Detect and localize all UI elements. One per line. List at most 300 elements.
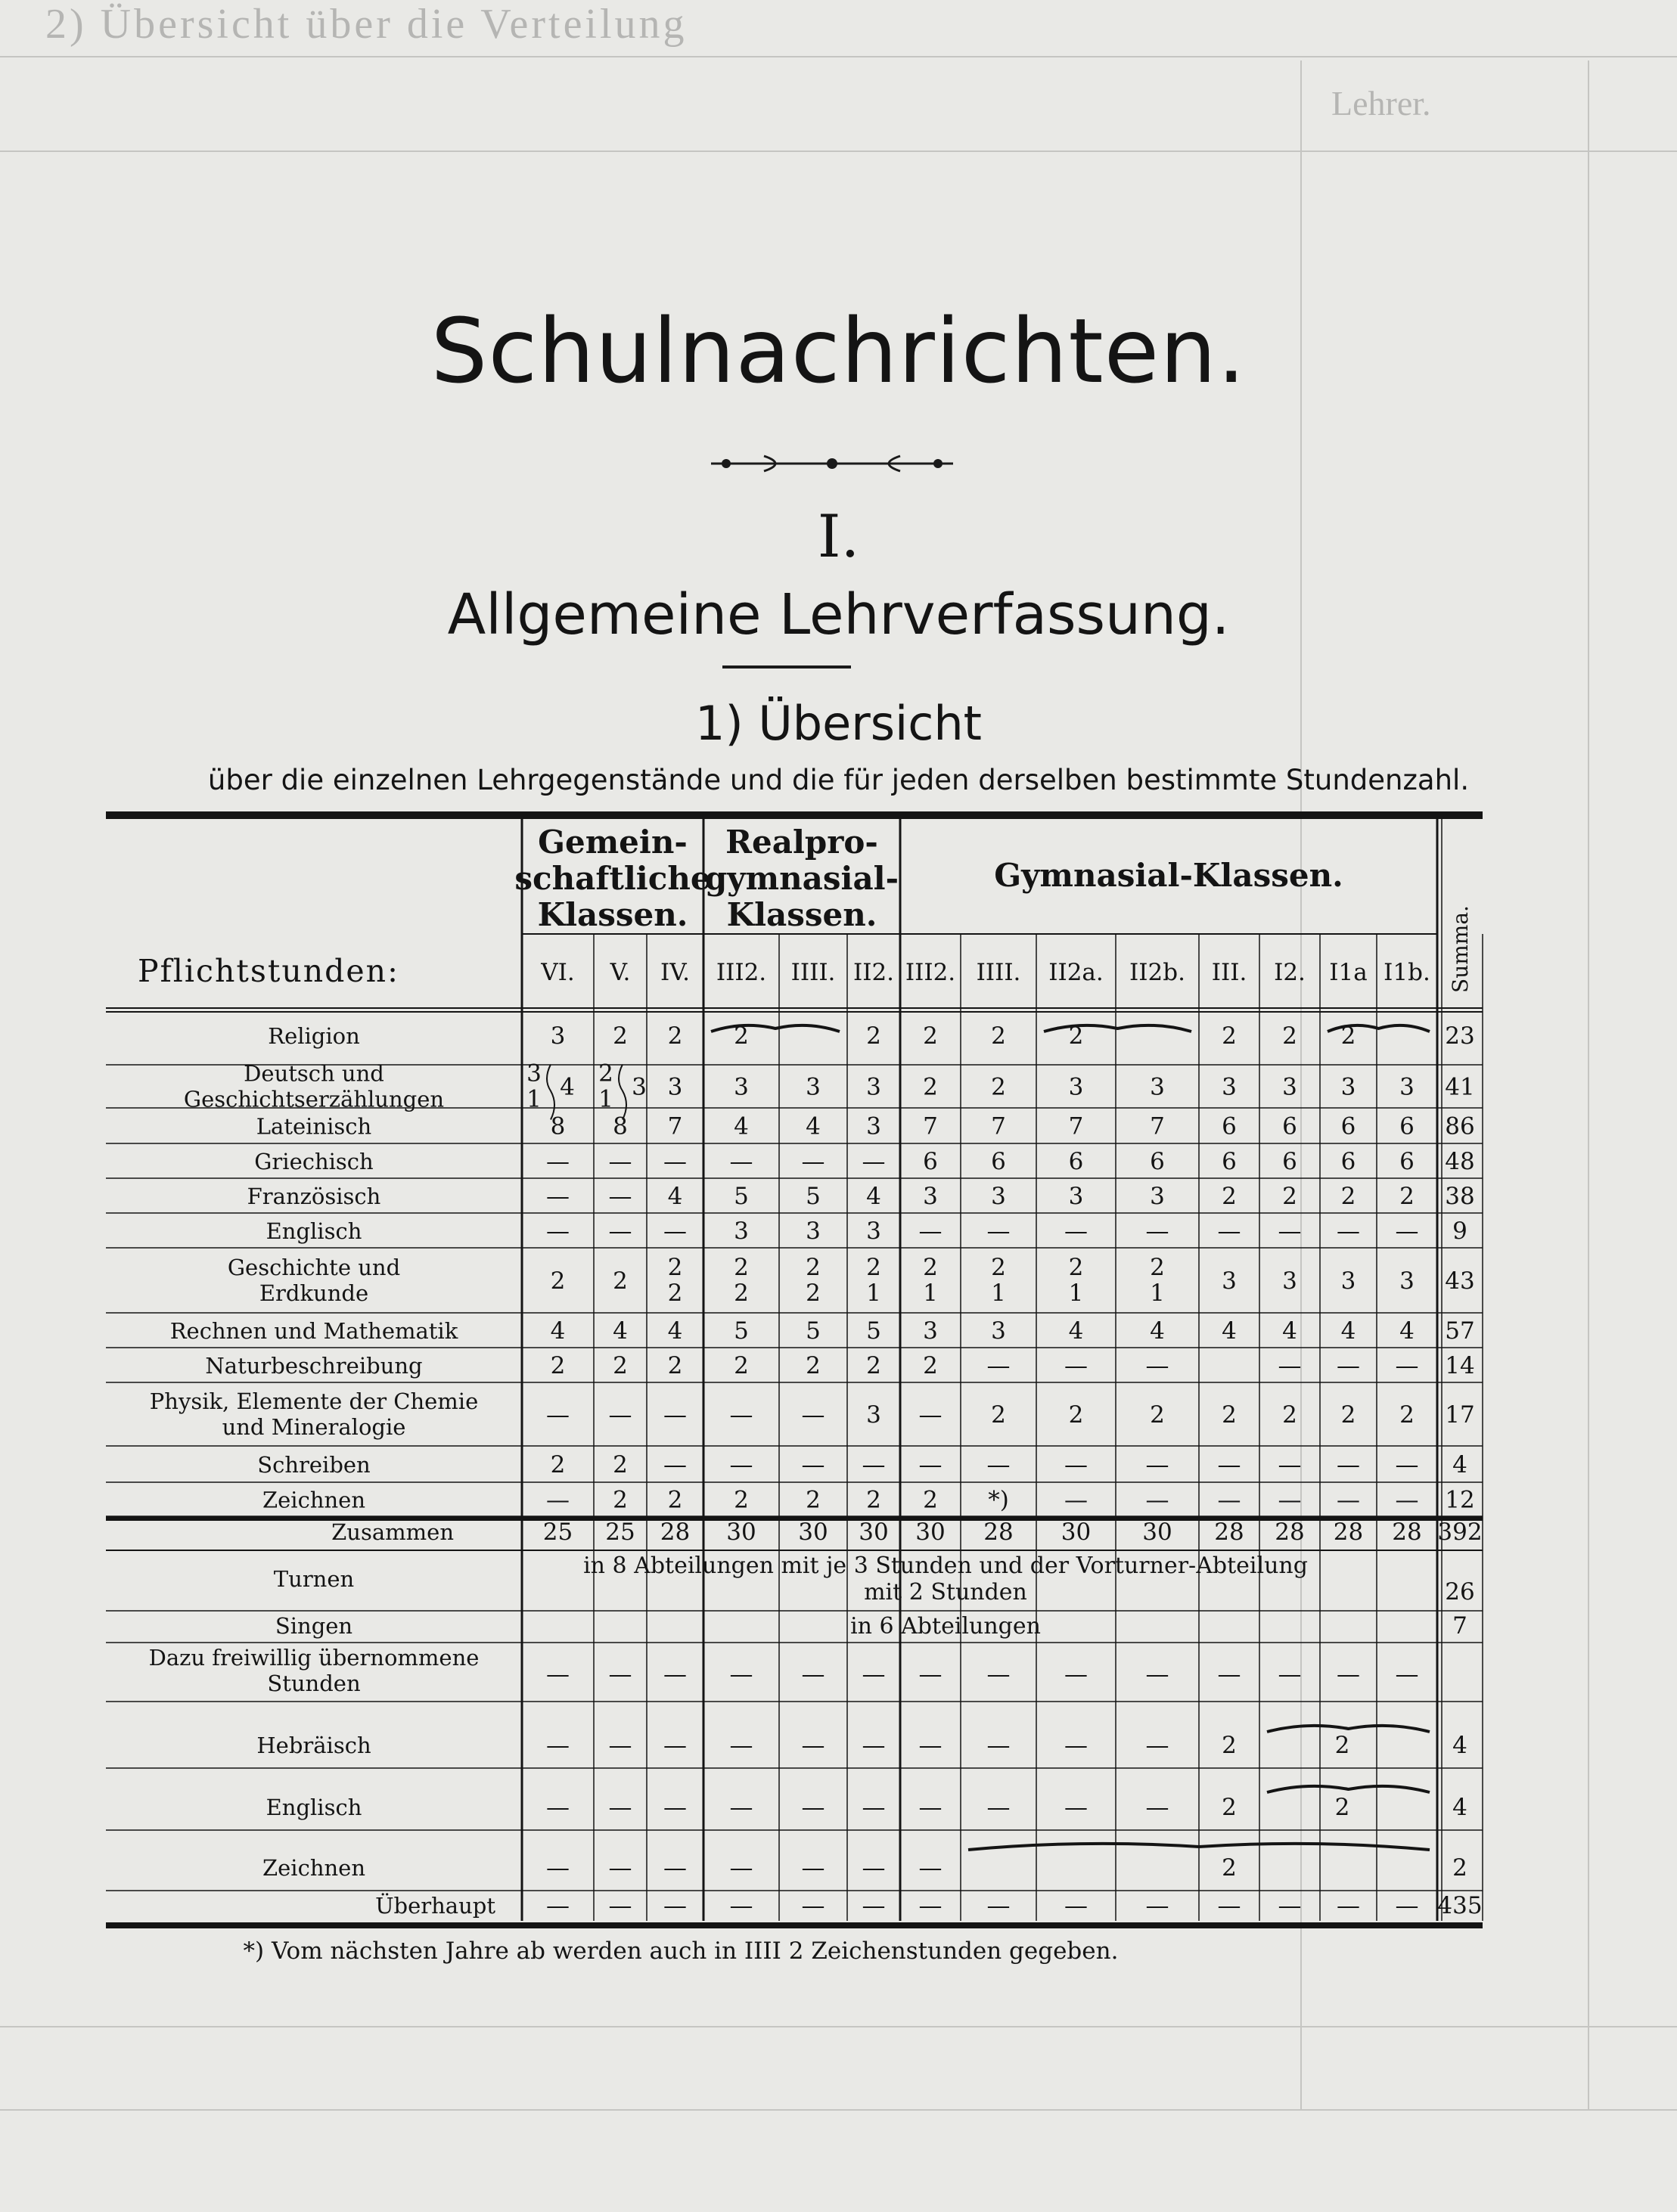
dash: — <box>918 1854 943 1882</box>
cell-value: 1 <box>598 1085 613 1113</box>
section-title: Allgemeine Lehrverfassung. <box>447 582 1230 647</box>
freiwillig-label: Dazu freiwillig übernommene <box>148 1645 480 1671</box>
column-header: II2a. <box>1048 959 1104 986</box>
total-value: 30 <box>1061 1519 1092 1546</box>
dash: — <box>546 1732 570 1759</box>
cell-value: 2 <box>866 1022 881 1050</box>
cell-value: — <box>862 1451 886 1478</box>
combined-brace <box>1267 1726 1430 1732</box>
dash: — <box>1064 1794 1088 1821</box>
dash: — <box>986 1732 1011 1759</box>
dash: — <box>546 1661 570 1688</box>
cell-value: 2 <box>1340 1183 1356 1210</box>
dash: — <box>1217 1661 1241 1688</box>
total-value: 28 <box>983 1519 1014 1546</box>
zeichnen-freiwillig-label: Zeichnen <box>262 1855 366 1881</box>
dash: — <box>608 1794 632 1821</box>
cell-value: 2 <box>1222 1022 1237 1050</box>
cell-value: — <box>986 1451 1011 1478</box>
cell-value: 3 <box>806 1073 821 1101</box>
dash: — <box>729 1854 753 1882</box>
subject-label: Erdkunde <box>259 1280 369 1306</box>
curly-brace <box>619 1065 626 1120</box>
cell-value: — <box>663 1451 687 1478</box>
cell-value: — <box>1145 1352 1169 1379</box>
dash: — <box>663 1661 687 1688</box>
cell-value: 2 <box>806 1254 821 1281</box>
cell-value: — <box>663 1218 687 1245</box>
cell-value: 3 <box>866 1218 881 1245</box>
turnen-text: mit 2 Stunden <box>864 1579 1027 1605</box>
cell-value: 6 <box>1399 1112 1415 1140</box>
cell-value: — <box>1395 1486 1419 1514</box>
cell-value: 2 <box>613 1267 628 1295</box>
cell-value: 3 <box>923 1317 938 1345</box>
cell-value: — <box>1145 1486 1169 1514</box>
dash: — <box>1278 1892 1302 1919</box>
cell-value: 2 <box>923 1352 938 1379</box>
dash: — <box>1395 1661 1419 1688</box>
cell-value: 2 <box>1222 1401 1237 1429</box>
dash: — <box>801 1854 825 1882</box>
cell-value: 3 <box>866 1073 881 1101</box>
cell-value: 6 <box>991 1148 1006 1175</box>
cell-value: 2 <box>1150 1401 1165 1429</box>
cell-value: — <box>546 1183 570 1210</box>
cell-value: 1 <box>991 1280 1006 1307</box>
column-header: IV. <box>660 959 691 986</box>
cell-value: 2 <box>598 1059 613 1087</box>
dash: — <box>862 1732 886 1759</box>
dash: — <box>1145 1794 1169 1821</box>
cell-value: 1 <box>923 1280 938 1307</box>
cell-value: 2 <box>550 1267 566 1295</box>
englisch-combined: 2 <box>1334 1794 1350 1821</box>
singen-label: Singen <box>275 1613 353 1639</box>
dash: — <box>1217 1892 1241 1919</box>
dash: — <box>801 1732 825 1759</box>
dash: — <box>546 1892 570 1919</box>
cell-value: 2 <box>667 1486 683 1514</box>
cell-value: 4 <box>667 1317 683 1345</box>
cell-value: 2 <box>613 1486 628 1514</box>
cell-value: — <box>1278 1352 1302 1379</box>
cell-value: 2 <box>1282 1183 1297 1210</box>
cell-value: 3 <box>866 1112 881 1140</box>
total-value: 30 <box>798 1519 828 1546</box>
page-title: Schulnachrichten. <box>430 299 1247 403</box>
cell-value: 3 <box>550 1022 566 1050</box>
cell-value: — <box>546 1218 570 1245</box>
subject-label: Schreiben <box>257 1452 371 1478</box>
dash: — <box>986 1892 1011 1919</box>
dash: — <box>862 1892 886 1919</box>
cell-value: 2 <box>550 1352 566 1379</box>
row-sum: 4 <box>1452 1451 1467 1478</box>
row-sum: 12 <box>1445 1486 1475 1514</box>
dash: — <box>608 1854 632 1882</box>
dash: — <box>663 1732 687 1759</box>
cell-value: 6 <box>1340 1148 1356 1175</box>
cell-value: 5 <box>866 1317 881 1345</box>
dash: — <box>729 1892 753 1919</box>
cell-value: 2 <box>734 1254 749 1281</box>
cell-value: — <box>1064 1451 1088 1478</box>
cell-value: 2 <box>667 1280 683 1307</box>
subject-label: Rechnen und Mathematik <box>169 1318 458 1344</box>
cell-value: 1 <box>1150 1280 1165 1307</box>
cell-value: 2 <box>1282 1022 1297 1050</box>
cell-value: 3 <box>1340 1073 1356 1101</box>
dash: — <box>1064 1732 1088 1759</box>
englisch-freiwillig-label: Englisch <box>266 1795 362 1820</box>
cell-value: — <box>729 1401 753 1429</box>
total-label: Zusammen <box>331 1519 454 1545</box>
cell-value: — <box>663 1401 687 1429</box>
cell-value: 6 <box>1068 1148 1084 1175</box>
group-header-realprogymnasial: gymnasial- <box>704 860 899 897</box>
cell-value: — <box>1064 1486 1088 1514</box>
cell-value: 4 <box>1340 1317 1356 1345</box>
cell-value: 4 <box>734 1112 749 1140</box>
dash: — <box>1337 1892 1360 1919</box>
cell-value: 7 <box>923 1112 938 1140</box>
dash: — <box>729 1794 753 1821</box>
row-sum: 14 <box>1445 1352 1475 1379</box>
dash: — <box>608 1661 632 1688</box>
dash: — <box>918 1892 943 1919</box>
cell-value: 2 <box>1282 1401 1297 1429</box>
cell-value: — <box>1337 1486 1360 1514</box>
cell-value: 2 <box>1222 1183 1237 1210</box>
cell-value: 3 <box>923 1183 938 1210</box>
cell-value: 5 <box>734 1317 749 1345</box>
cell-value: 6 <box>1222 1112 1237 1140</box>
cell-value: 1 <box>866 1280 881 1307</box>
cell-value: 2 <box>923 1254 938 1281</box>
cell-value: 2 <box>866 1352 881 1379</box>
cell-value: — <box>546 1401 570 1429</box>
column-header: IIII. <box>976 959 1021 986</box>
cell-value: 2 <box>806 1486 821 1514</box>
cell-value: — <box>801 1451 825 1478</box>
dash: — <box>862 1854 886 1882</box>
column-header: I1a <box>1329 959 1368 986</box>
cell-value: — <box>1337 1352 1360 1379</box>
cell-value: 7 <box>991 1112 1006 1140</box>
cell-value: 5 <box>806 1317 821 1345</box>
dash: — <box>608 1892 632 1919</box>
dash: — <box>918 1794 943 1821</box>
total-value: 30 <box>859 1519 889 1546</box>
combined-brace <box>711 1025 840 1032</box>
cell-value: — <box>1145 1451 1169 1478</box>
cell-value: 3 <box>667 1073 683 1101</box>
row-sum: 43 <box>1445 1267 1475 1295</box>
row-sum: 48 <box>1445 1148 1475 1175</box>
cell-value: — <box>729 1451 753 1478</box>
cell-value: — <box>608 1183 632 1210</box>
cell-value: 2 <box>550 1451 566 1478</box>
cell-value: — <box>918 1218 943 1245</box>
cell-value: 2 <box>667 1254 683 1281</box>
cell-value: 1 <box>1068 1280 1084 1307</box>
subject-label: Französisch <box>247 1184 381 1209</box>
cell-value: 2 <box>734 1280 749 1307</box>
cell-value: 6 <box>1150 1148 1165 1175</box>
group-header-gemeinschaftliche: Klassen. <box>537 896 688 933</box>
cell-value: 1 <box>526 1085 542 1113</box>
cell-value: 3 <box>1282 1073 1297 1101</box>
cell-value: — <box>608 1148 632 1175</box>
dash: — <box>801 1794 825 1821</box>
group-header-gemeinschaftliche: schaftliche <box>514 860 711 897</box>
hebraeisch-sum: 4 <box>1452 1732 1467 1759</box>
dash: — <box>1064 1661 1088 1688</box>
ueberhaupt-sum: 435 <box>1437 1892 1483 1919</box>
cell-value: 2 <box>613 1451 628 1478</box>
pflichtstunden-label: Pflichtstunden: <box>138 953 399 989</box>
cell-value: — <box>986 1352 1011 1379</box>
cell-value: 2 <box>866 1486 881 1514</box>
cell-value: 4 <box>550 1317 566 1345</box>
dash: — <box>663 1854 687 1882</box>
total-sum: 392 <box>1437 1519 1483 1546</box>
cell-value: 8 <box>613 1112 628 1140</box>
hebraeisch-i1: 2 <box>1222 1732 1237 1759</box>
cell-value: 7 <box>1068 1112 1084 1140</box>
column-header: III2. <box>905 959 956 986</box>
cell-value: — <box>862 1148 886 1175</box>
cell-value: 6 <box>1282 1112 1297 1140</box>
subject-label: und Mineralogie <box>222 1414 406 1440</box>
cell-value: 3 <box>991 1317 1006 1345</box>
subject-label: Geschichte und <box>227 1255 401 1280</box>
cell-value: 2 <box>1068 1254 1084 1281</box>
cell-value: 4 <box>1222 1317 1237 1345</box>
total-value: 25 <box>542 1519 573 1546</box>
combined-brace <box>1044 1025 1191 1032</box>
column-header: V. <box>610 959 631 986</box>
cell-value: — <box>1278 1486 1302 1514</box>
subject-label: Physik, Elemente der Chemie <box>149 1388 479 1414</box>
total-value: 28 <box>1392 1519 1422 1546</box>
cell-value: 5 <box>734 1183 749 1210</box>
cell-value: 2 <box>613 1352 628 1379</box>
cell-value: 4 <box>1068 1317 1084 1345</box>
cell-value: 2 <box>866 1254 881 1281</box>
ueberhaupt-label: Überhaupt <box>375 1893 495 1919</box>
subject-label: Lateinisch <box>256 1113 372 1140</box>
cell-value: 2 <box>923 1486 938 1514</box>
subject-label: Naturbeschreibung <box>205 1353 423 1379</box>
cell-value: 2 <box>613 1022 628 1050</box>
column-header: IIII. <box>790 959 836 986</box>
cell-value: — <box>1145 1218 1169 1245</box>
group-header-realprogymnasial: Klassen. <box>726 896 877 933</box>
cell-value: — <box>1064 1352 1088 1379</box>
cell-value: 2 <box>1399 1401 1415 1429</box>
row-sum: 57 <box>1445 1317 1475 1345</box>
cell-value: 2 <box>991 1401 1006 1429</box>
column-header: III2. <box>716 959 767 986</box>
cell-value: — <box>1278 1451 1302 1478</box>
cell-value: 2 <box>991 1022 1006 1050</box>
column-header: II2b. <box>1129 959 1185 986</box>
dash: — <box>546 1854 570 1882</box>
cell-value: 4 <box>806 1112 821 1140</box>
cell-value: 7 <box>667 1112 683 1140</box>
cell-value: 2 <box>734 1352 749 1379</box>
cell-value: — <box>1395 1218 1419 1245</box>
cell-value: 4 <box>560 1073 575 1101</box>
row-sum: 23 <box>1445 1022 1475 1050</box>
subject-label: Englisch <box>266 1218 362 1244</box>
row-sum: 38 <box>1445 1183 1475 1210</box>
cell-value: 3 <box>1399 1267 1415 1295</box>
section-number: I. <box>817 503 860 571</box>
cell-value: 2 <box>991 1073 1006 1101</box>
dash: — <box>862 1661 886 1688</box>
cell-value: 3 <box>1399 1073 1415 1101</box>
cell-value: — <box>1395 1352 1419 1379</box>
bleed-through-lehrer: Lehrer. <box>1331 84 1431 123</box>
cell-value: — <box>801 1401 825 1429</box>
hebraeisch-combined: 2 <box>1334 1732 1350 1759</box>
englisch-freiwillig-sum: 4 <box>1452 1794 1467 1821</box>
dash: — <box>986 1661 1011 1688</box>
cell-value: 4 <box>613 1317 628 1345</box>
column-header: II2. <box>852 959 895 986</box>
singen-sum: 7 <box>1452 1612 1467 1640</box>
cell-value: 3 <box>1340 1267 1356 1295</box>
cell-value: 2 <box>923 1022 938 1050</box>
cell-value: 3 <box>734 1218 749 1245</box>
cell-value: — <box>801 1148 825 1175</box>
cell-value: 6 <box>1399 1148 1415 1175</box>
dash: — <box>729 1661 753 1688</box>
cell-value: — <box>1217 1218 1241 1245</box>
cell-value: 2 <box>806 1352 821 1379</box>
turnen-text: in 8 Abteilungen mit je 3 Stunden und der Vorturner-Abteilung <box>583 1553 1308 1579</box>
cell-value: 2 <box>667 1022 683 1050</box>
group-header-realprogymnasial: Realpro- <box>725 824 878 861</box>
cell-value: 7 <box>1150 1112 1165 1140</box>
dash: — <box>918 1661 943 1688</box>
cell-value: 3 <box>1222 1267 1237 1295</box>
column-header: I1b. <box>1384 959 1430 986</box>
dash: — <box>729 1732 753 1759</box>
cell-value: 4 <box>667 1183 683 1210</box>
dash: — <box>801 1892 825 1919</box>
cell-value: 2 <box>667 1352 683 1379</box>
cell-value: — <box>918 1451 943 1478</box>
dash: — <box>608 1732 632 1759</box>
total-value: 30 <box>1142 1519 1172 1546</box>
column-header: VI. <box>541 959 575 986</box>
cell-value: 4 <box>1282 1317 1297 1345</box>
cell-value: 4 <box>1150 1317 1165 1345</box>
englisch-i1: 2 <box>1222 1794 1237 1821</box>
row-sum: 86 <box>1445 1112 1475 1140</box>
cell-value: 2 <box>1340 1401 1356 1429</box>
cell-value: 3 <box>734 1073 749 1101</box>
dash: — <box>862 1794 886 1821</box>
group-header-gemeinschaftliche: Gemein- <box>538 824 688 861</box>
cell-value: 3 <box>1222 1073 1237 1101</box>
group-header-gymnasial: Gymnasial-Klassen. <box>994 857 1343 894</box>
cell-value: — <box>608 1218 632 1245</box>
cell-value: 3 <box>1068 1183 1084 1210</box>
cell-value: *) <box>988 1486 1009 1514</box>
dash: — <box>1145 1732 1169 1759</box>
dash: — <box>663 1794 687 1821</box>
cell-value: 6 <box>923 1148 938 1175</box>
cell-value: 5 <box>806 1183 821 1210</box>
cell-value: — <box>608 1401 632 1429</box>
dash: — <box>546 1794 570 1821</box>
total-value: 25 <box>605 1519 635 1546</box>
cell-value: 3 <box>806 1218 821 1245</box>
cell-value: 4 <box>1399 1317 1415 1345</box>
cell-value: 3 <box>866 1401 881 1429</box>
cell-value: 3 <box>1068 1073 1084 1101</box>
cell-value: — <box>546 1148 570 1175</box>
freiwillig-label: Stunden <box>267 1671 361 1696</box>
turnen-sum: 26 <box>1445 1578 1475 1605</box>
zeichnen-combined: 2 <box>1222 1854 1237 1882</box>
cell-value: — <box>986 1218 1011 1245</box>
row-sum: 17 <box>1445 1401 1475 1429</box>
dash: — <box>801 1661 825 1688</box>
cell-value: — <box>1337 1451 1360 1478</box>
cell-value: — <box>729 1148 753 1175</box>
column-header: III. <box>1211 959 1247 986</box>
cell-value: 2 <box>1150 1254 1165 1281</box>
cell-value: 6 <box>1340 1112 1356 1140</box>
cell-value: — <box>1217 1451 1241 1478</box>
cell-value: — <box>1337 1218 1360 1245</box>
cell-value: 3 <box>1150 1073 1165 1101</box>
cell-value: — <box>1217 1486 1241 1514</box>
total-value: 28 <box>1214 1519 1244 1546</box>
cell-value: 3 <box>991 1183 1006 1210</box>
cell-value: — <box>918 1401 943 1429</box>
footnote: *) Vom nächsten Jahre ab werden auch in IIII 2 Zeichenstunden gegeben. <box>243 1937 1119 1965</box>
cell-value: 3 <box>632 1073 647 1101</box>
dash: — <box>986 1794 1011 1821</box>
total-value: 30 <box>726 1519 756 1546</box>
cell-value: 2 <box>1340 1022 1356 1050</box>
row-sum: 9 <box>1452 1218 1467 1245</box>
hebraeisch-label: Hebräisch <box>256 1733 371 1758</box>
dash: — <box>1145 1892 1169 1919</box>
cell-value: 3 <box>1150 1183 1165 1210</box>
subject-label: Religion <box>268 1023 360 1049</box>
cell-value: 2 <box>1068 1401 1084 1429</box>
summa-header: Summa. <box>1448 905 1473 993</box>
cell-value: — <box>546 1486 570 1514</box>
cell-value: 2 <box>991 1254 1006 1281</box>
cell-value: 2 <box>734 1022 749 1050</box>
turnen-label: Turnen <box>273 1566 355 1592</box>
cell-value: 2 <box>1068 1022 1084 1050</box>
subject-label: Zeichnen <box>262 1487 366 1513</box>
cell-value: 8 <box>550 1112 566 1140</box>
combined-brace <box>1267 1786 1430 1792</box>
cell-value: 2 <box>1399 1183 1415 1210</box>
subsection-title: 1) Übersicht <box>695 696 982 751</box>
